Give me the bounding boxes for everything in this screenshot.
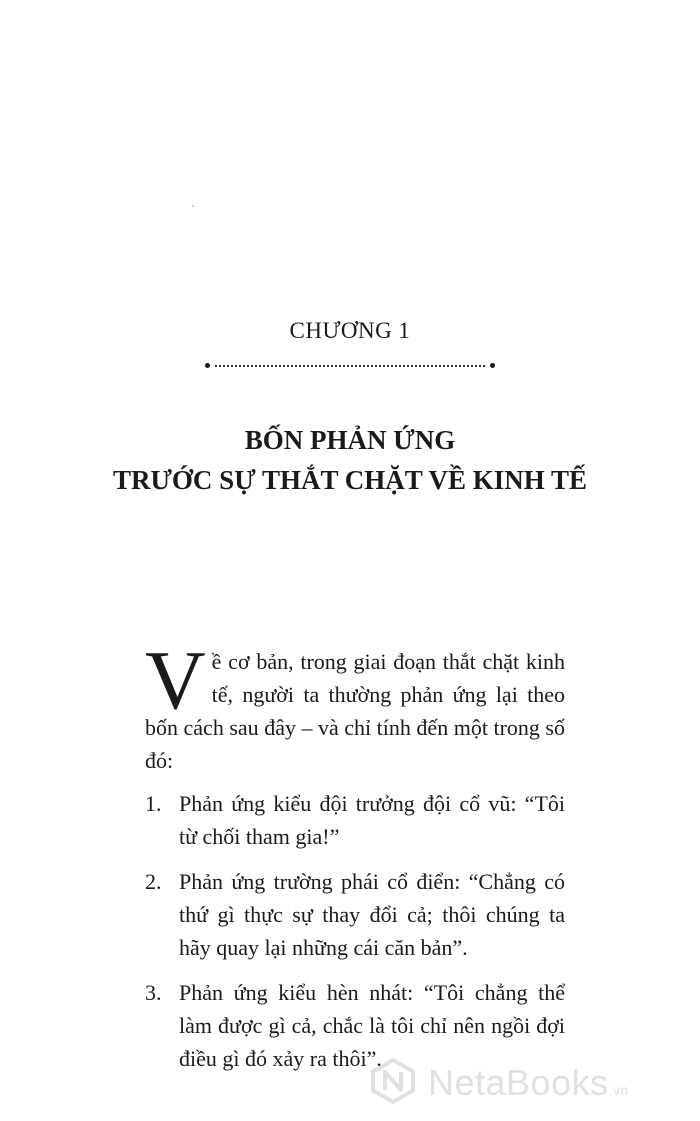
- response-text: Phản ứng trường phái cổ điển: “Chẳng có thứ gì thực sự thay đổi cả; thôi chúng ta hãy quay lại những cái căn bản”.: [179, 869, 565, 960]
- response-number: 1.: [145, 791, 162, 816]
- watermark-brand: NetaBooks: [428, 1062, 609, 1103]
- divider-end-dot-right: [490, 363, 495, 368]
- netabooks-logo-icon: [370, 1058, 416, 1104]
- intro-paragraph: [145, 634, 565, 777]
- chapter-title-line-1: BỐN PHẢN ỨNG: [244, 425, 456, 455]
- divider-dotted-line: [215, 365, 485, 367]
- intro-text: ề cơ bản, trong giai đoạn thắt chặt kinh tế, người ta thường phản ứng lại theo bốn cách sau đây – và chỉ tính đến một trong số đó:: [145, 649, 565, 773]
- body-text: [145, 634, 565, 1087]
- chapter-label: CHƯƠNG 1: [289, 318, 411, 343]
- response-number: 3.: [145, 980, 162, 1005]
- response-text: Phản ứng kiểu hèn nhát: “Tôi chẳng thể làm được gì cả, chắc là tôi chỉ nên ngồi đợi điều gì đó xảy ra thôi”.: [179, 980, 565, 1071]
- response-number: 2.: [145, 869, 162, 894]
- response-text: Phản ứng kiểu đội trưởng đội cổ vũ: “Tôi từ chối tham gia!”: [179, 791, 565, 849]
- chapter-title-line-2: TRƯỚC SỰ THẮT CHẶT VỀ KINH TẾ: [112, 465, 588, 495]
- chapter-title: [0, 420, 700, 500]
- chapter-divider-ornament: [205, 362, 495, 370]
- watermark-suffix: .vn: [608, 1082, 629, 1098]
- netabooks-watermark: [370, 1052, 690, 1112]
- divider-end-dot-left: [205, 363, 210, 368]
- response-item: [145, 787, 565, 853]
- watermark-brand-text: [428, 1062, 629, 1104]
- page-speck: [192, 205, 194, 207]
- response-item: [145, 865, 565, 964]
- drop-cap: V: [145, 634, 206, 727]
- responses-list: [145, 787, 565, 1075]
